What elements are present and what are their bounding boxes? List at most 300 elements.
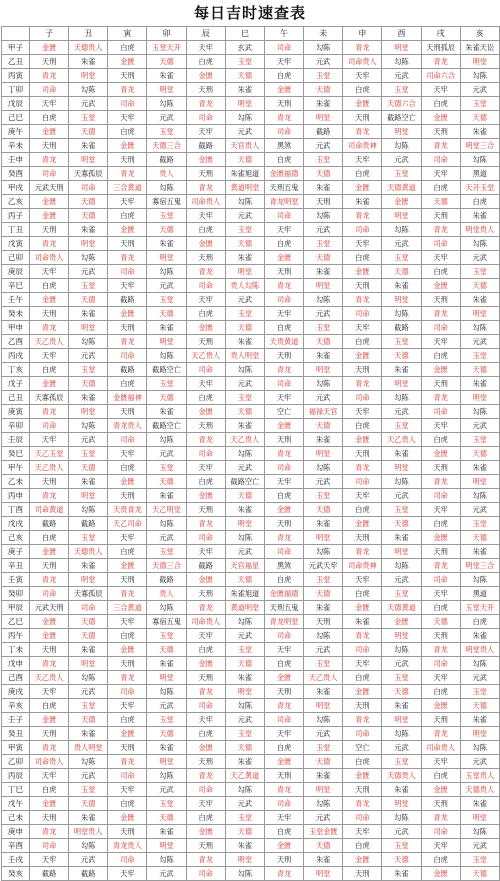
ordinary-cell: 天牢	[343, 237, 382, 251]
ordinary-cell: 白虎	[421, 433, 460, 447]
auspicious-cell: 金匮	[108, 811, 147, 825]
ordinary-cell: 勾陈	[304, 629, 343, 643]
auspicious-cell: 青龙	[30, 489, 69, 503]
auspicious-cell: 司命	[343, 223, 382, 237]
table-row	[2, 685, 500, 699]
auspicious-cell: 司命	[30, 83, 69, 97]
auspicious-cell: 青龙	[421, 55, 460, 69]
ordinary-cell: 白虎	[264, 825, 303, 839]
auspicious-cell: 天德	[69, 209, 108, 223]
auspicious-cell: 玉堂	[147, 293, 186, 307]
ordinary-cell: 元武	[225, 545, 264, 559]
auspicious-cell: 司命	[264, 713, 303, 727]
ordinary-cell: 白虎	[343, 587, 382, 601]
auspicious-cell: 青龙	[186, 601, 225, 615]
ordinary-cell: 朱雀	[69, 391, 108, 405]
auspicious-cell: 天德	[69, 293, 108, 307]
ordinary-cell: 截路空亡	[225, 475, 264, 489]
day-label: 庚午	[2, 125, 30, 139]
header-hour: 戌	[421, 27, 460, 41]
auspicious-cell: 青龙贵人	[108, 419, 147, 433]
ordinary-cell: 勾陈	[460, 825, 499, 839]
ordinary-cell: 天牢	[264, 391, 303, 405]
auspicious-cell: 贵人	[147, 587, 186, 601]
auspicious-cell: 司命	[264, 545, 303, 559]
auspicious-cell: 青龙	[186, 97, 225, 111]
ordinary-cell: 白虎	[108, 629, 147, 643]
ordinary-cell: 天牢	[186, 209, 225, 223]
auspicious-cell: 天乙玉堂	[30, 447, 69, 461]
auspicious-cell: 天德	[304, 335, 343, 349]
ordinary-cell: 元武	[69, 265, 108, 279]
table-row	[2, 209, 500, 223]
auspicious-cell: 明堂	[69, 573, 108, 587]
auspicious-cell: 青龙	[421, 643, 460, 657]
ordinary-cell: 天牢	[343, 405, 382, 419]
day-label: 乙未	[2, 475, 30, 489]
auspicious-cell: 明堂	[460, 811, 499, 825]
table-row	[2, 251, 500, 265]
ordinary-cell: 天牢	[421, 503, 460, 517]
day-label: 己巳	[2, 111, 30, 125]
auspicious-cell: 司命	[343, 727, 382, 741]
ordinary-cell: 朱雀	[147, 405, 186, 419]
ordinary-cell: 朱雀	[69, 475, 108, 489]
ordinary-cell: 勾陈	[304, 545, 343, 559]
auspicious-cell: 天德贵人	[382, 769, 421, 783]
ordinary-cell: 元武	[304, 223, 343, 237]
auspicious-cell: 天德	[225, 321, 264, 335]
ordinary-cell: 元武	[147, 279, 186, 293]
auspicious-cell: 天德	[460, 363, 499, 377]
auspicious-cell: 司命贵人	[343, 55, 382, 69]
ordinary-cell: 勾陈	[147, 769, 186, 783]
auspicious-cell: 天德	[304, 503, 343, 517]
auspicious-cell: 金匮	[421, 447, 460, 461]
auspicious-cell: 司命	[186, 867, 225, 881]
ordinary-cell: 白虎	[421, 601, 460, 615]
ordinary-cell: 天刑孤辰	[421, 41, 460, 55]
auspicious-cell: 玉堂	[460, 517, 499, 531]
ordinary-cell: 天牢	[264, 55, 303, 69]
ordinary-cell: 天刑	[343, 867, 382, 881]
auspicious-cell: 金匮福神	[108, 391, 147, 405]
auspicious-cell: 司命	[30, 587, 69, 601]
day-label: 壬辰	[2, 433, 30, 447]
day-label: 乙亥	[2, 195, 30, 209]
auspicious-cell: 金匮	[108, 475, 147, 489]
auspicious-cell: 玉堂	[304, 153, 343, 167]
ordinary-cell: 元武	[225, 461, 264, 475]
auspicious-cell: 明堂	[460, 475, 499, 489]
auspicious-cell: 玉堂	[382, 587, 421, 601]
table-row	[2, 125, 500, 139]
ordinary-cell: 元武	[304, 55, 343, 69]
table-row	[2, 433, 500, 447]
day-label: 甲午	[2, 461, 30, 475]
auspicious-cell: 天德	[225, 237, 264, 251]
auspicious-cell: 天德	[460, 111, 499, 125]
auspicious-cell: 黄道明堂	[225, 181, 264, 195]
ordinary-cell: 黑道	[460, 587, 499, 601]
ordinary-cell: 天刑	[108, 741, 147, 755]
table-row	[2, 391, 500, 405]
day-label: 丁未	[2, 643, 30, 657]
header-row	[2, 27, 500, 41]
auspicious-cell: 青龙	[421, 727, 460, 741]
auspicious-cell: 玉堂贵人	[460, 769, 499, 783]
ordinary-cell: 天牢	[421, 335, 460, 349]
day-label: 甲子	[2, 41, 30, 55]
day-label: 癸未	[2, 307, 30, 321]
auspicious-cell: 司命	[186, 531, 225, 545]
ordinary-cell: 天刑	[186, 167, 225, 181]
ordinary-cell: 朱雀	[69, 811, 108, 825]
ordinary-cell: 朱雀	[147, 489, 186, 503]
ordinary-cell: 朱雀	[304, 769, 343, 783]
ordinary-cell: 天牢	[30, 433, 69, 447]
table-row	[2, 69, 500, 83]
ordinary-cell: 白虎	[264, 489, 303, 503]
auspicious-cell: 青龙	[30, 657, 69, 671]
auspicious-cell: 青龙	[264, 867, 303, 881]
auspicious-cell: 青龙	[343, 41, 382, 55]
ordinary-cell: 朱雀	[460, 545, 499, 559]
ordinary-cell: 截路	[382, 321, 421, 335]
auspicious-cell: 青龙	[343, 797, 382, 811]
ordinary-cell: 天刑	[30, 307, 69, 321]
auspicious-cell: 金匮	[186, 741, 225, 755]
auspicious-cell: 天德	[147, 811, 186, 825]
ordinary-cell: 天牢	[264, 811, 303, 825]
ordinary-cell: 天刑	[186, 755, 225, 769]
ordinary-cell: 白虎	[186, 643, 225, 657]
ordinary-cell: 白虎	[421, 685, 460, 699]
table-row	[2, 839, 500, 853]
ordinary-cell: 白虎	[108, 713, 147, 727]
ordinary-cell: 天牢	[186, 293, 225, 307]
auspicious-cell: 明堂	[304, 111, 343, 125]
ordinary-cell: 天牢	[108, 279, 147, 293]
auspicious-cell: 金匮	[30, 545, 69, 559]
auspicious-cell: 天德三合	[147, 559, 186, 573]
ordinary-cell: 朱雀	[147, 657, 186, 671]
ordinary-cell: 朱雀	[460, 629, 499, 643]
ordinary-cell: 勾陈	[382, 391, 421, 405]
ordinary-cell: 勾陈	[147, 433, 186, 447]
ordinary-cell: 天刑	[264, 433, 303, 447]
auspicious-cell: 金匮	[186, 321, 225, 335]
day-label: 丁巳	[2, 783, 30, 797]
ordinary-cell: 天牢	[264, 727, 303, 741]
ordinary-cell: 朱雀	[69, 223, 108, 237]
day-label: 癸丑	[2, 727, 30, 741]
auspicious-cell: 玉堂	[69, 447, 108, 461]
auspicious-cell: 司命	[264, 293, 303, 307]
table-row	[2, 573, 500, 587]
auspicious-cell: 司命	[343, 391, 382, 405]
auspicious-cell: 明堂	[147, 251, 186, 265]
ordinary-cell: 勾陈	[460, 573, 499, 587]
auspicious-cell: 玉堂	[69, 279, 108, 293]
auspicious-cell: 金匮	[343, 517, 382, 531]
auspicious-cell: 天德	[421, 615, 460, 629]
header-hour: 酉	[382, 27, 421, 41]
ordinary-cell: 天刑	[421, 377, 460, 391]
ordinary-cell: 黑煞	[264, 139, 303, 153]
auspicious-cell: 福禄天官	[304, 405, 343, 419]
auspicious-cell: 天德	[147, 391, 186, 405]
ordinary-cell: 天寡孤辰	[69, 167, 108, 181]
ordinary-cell: 元武	[460, 251, 499, 265]
auspicious-cell: 玉堂	[460, 433, 499, 447]
ordinary-cell: 元武	[69, 97, 108, 111]
ordinary-cell: 截路	[69, 517, 108, 531]
ordinary-cell: 白虎	[421, 517, 460, 531]
ordinary-cell: 勾陈	[304, 797, 343, 811]
day-label: 壬戌	[2, 853, 30, 867]
ordinary-cell: 元武	[304, 139, 343, 153]
auspicious-cell: 青龙	[343, 209, 382, 223]
ordinary-cell: 天牢	[186, 377, 225, 391]
table-row	[2, 671, 500, 685]
ordinary-cell: 白虎	[30, 531, 69, 545]
auspicious-cell: 天乙贵人	[30, 335, 69, 349]
ordinary-cell: 黑煞	[264, 559, 303, 573]
ordinary-cell: 白虎	[108, 125, 147, 139]
ordinary-cell: 朱雀	[304, 685, 343, 699]
ordinary-cell: 勾陈	[304, 41, 343, 55]
ordinary-cell: 勾陈	[304, 293, 343, 307]
ordinary-cell: 天牢	[30, 685, 69, 699]
ordinary-cell: 天刑	[186, 251, 225, 265]
ordinary-cell: 截路	[30, 867, 69, 881]
ordinary-cell: 元武	[304, 475, 343, 489]
auspicious-cell: 司命	[264, 377, 303, 391]
auspicious-cell: 司命贵人	[30, 755, 69, 769]
ordinary-cell: 白虎	[343, 167, 382, 181]
auspicious-cell: 青龙	[264, 531, 303, 545]
ordinary-cell: 天牢	[264, 307, 303, 321]
day-label: 辛未	[2, 139, 30, 153]
ordinary-cell: 天刑	[264, 769, 303, 783]
auspicious-cell: 天乙贵人	[225, 433, 264, 447]
ordinary-cell: 元武	[382, 153, 421, 167]
ordinary-cell: 天牢	[108, 195, 147, 209]
ordinary-cell: 元武	[147, 867, 186, 881]
auspicious-cell: 司命	[264, 41, 303, 55]
auspicious-cell: 司命	[30, 839, 69, 853]
day-label: 庚子	[2, 545, 30, 559]
auspicious-cell: 天德	[69, 195, 108, 209]
ordinary-cell: 天牢	[264, 475, 303, 489]
auspicious-cell: 贵人明堂	[225, 349, 264, 363]
auspicious-cell: 金匮	[108, 727, 147, 741]
ordinary-cell: 白虎	[460, 615, 499, 629]
ordinary-cell: 截路	[108, 363, 147, 377]
auspicious-cell: 金匮	[421, 363, 460, 377]
ordinary-cell: 朱雀	[382, 363, 421, 377]
ordinary-cell: 天牢	[421, 755, 460, 769]
table-row	[2, 167, 500, 181]
ordinary-cell: 白虎	[421, 853, 460, 867]
auspicious-cell: 玉堂	[382, 839, 421, 853]
auspicious-cell: 天德	[69, 615, 108, 629]
ordinary-cell: 勾陈	[382, 139, 421, 153]
auspicious-cell: 司命	[421, 489, 460, 503]
ordinary-cell: 天刑	[421, 797, 460, 811]
header-hour: 子	[30, 27, 69, 41]
auspicious-cell: 司命	[421, 321, 460, 335]
auspicious-cell: 司命贵人	[30, 251, 69, 265]
auspicious-cell: 金匮	[264, 83, 303, 97]
ordinary-cell: 勾陈	[460, 69, 499, 83]
ordinary-cell: 元武	[225, 125, 264, 139]
auspicious-cell: 玉堂天开	[460, 601, 499, 615]
ordinary-cell: 勾陈	[147, 181, 186, 195]
auspicious-cell: 玉堂	[147, 713, 186, 727]
ordinary-cell: 勾陈	[382, 559, 421, 573]
table-row	[2, 503, 500, 517]
auspicious-cell: 天德	[225, 573, 264, 587]
auspicious-cell: 天德	[69, 125, 108, 139]
auspicious-cell: 金匮	[186, 237, 225, 251]
ordinary-cell: 朱雀	[304, 181, 343, 195]
auspicious-cell: 金匮	[186, 489, 225, 503]
ordinary-cell: 截路	[30, 517, 69, 531]
auspicious-cell: 青龙	[264, 783, 303, 797]
ordinary-cell: 元武	[304, 727, 343, 741]
auspicious-cell: 玉堂	[147, 629, 186, 643]
ordinary-cell: 朱雀	[304, 853, 343, 867]
ordinary-cell: 空亡	[264, 405, 303, 419]
ordinary-cell: 白虎	[343, 83, 382, 97]
ordinary-cell: 天刑	[108, 69, 147, 83]
ordinary-cell: 天牢	[343, 153, 382, 167]
auspicious-cell: 青龙	[30, 69, 69, 83]
auspicious-cell: 明堂	[382, 545, 421, 559]
day-label: 癸亥	[2, 867, 30, 881]
day-label: 戊申	[2, 657, 30, 671]
ordinary-cell: 天牢	[343, 321, 382, 335]
auspicious-cell: 司命	[108, 853, 147, 867]
auspicious-cell: 天德	[304, 167, 343, 181]
day-label: 辛丑	[2, 559, 30, 573]
ordinary-cell: 天牢	[186, 545, 225, 559]
auspicious-cell: 玉堂	[147, 125, 186, 139]
day-label: 丙寅	[2, 69, 30, 83]
ordinary-cell: 白虎	[421, 769, 460, 783]
auspicious-cell: 青龙	[108, 671, 147, 685]
auspicious-cell: 金匮	[382, 615, 421, 629]
ordinary-cell: 天牢	[30, 769, 69, 783]
ordinary-cell: 勾陈	[147, 853, 186, 867]
ordinary-cell: 天刑	[30, 643, 69, 657]
ordinary-cell: 朱雀	[304, 433, 343, 447]
auspicious-cell: 明堂	[460, 391, 499, 405]
auspicious-cell: 青龙	[264, 279, 303, 293]
table-row	[2, 363, 500, 377]
ordinary-cell: 天刑	[108, 153, 147, 167]
auspicious-cell: 青龙	[421, 223, 460, 237]
auspicious-cell: 明堂	[69, 237, 108, 251]
day-label: 丙戌	[2, 349, 30, 363]
auspicious-cell: 明堂	[225, 517, 264, 531]
auspicious-cell: 金匮	[186, 573, 225, 587]
header-hour: 寅	[108, 27, 147, 41]
auspicious-cell: 天德	[382, 685, 421, 699]
auspicious-cell: 玉堂	[225, 223, 264, 237]
day-label: 戊辰	[2, 97, 30, 111]
ordinary-cell: 天刑	[30, 475, 69, 489]
table-row	[2, 83, 500, 97]
auspicious-cell: 贵人勾陈	[225, 279, 264, 293]
auspicious-cell: 金匮	[30, 41, 69, 55]
ordinary-cell: 元武	[382, 405, 421, 419]
auspicious-cell: 天德	[225, 741, 264, 755]
day-label: 乙酉	[2, 335, 30, 349]
auspicious-cell: 天德	[69, 461, 108, 475]
ordinary-cell: 元武	[147, 447, 186, 461]
ordinary-cell: 天牢	[186, 41, 225, 55]
ordinary-cell: 朱雀	[304, 97, 343, 111]
ordinary-cell: 朱雀	[225, 419, 264, 433]
ordinary-cell: 勾陈	[304, 461, 343, 475]
table-row	[2, 783, 500, 797]
ordinary-cell: 白虎	[108, 797, 147, 811]
ordinary-cell: 勾陈	[69, 839, 108, 853]
ordinary-cell: 元武	[382, 741, 421, 755]
day-label: 戊午	[2, 797, 30, 811]
auspicious-cell: 明堂	[225, 97, 264, 111]
day-label: 辛亥	[2, 699, 30, 713]
auspicious-cell: 金匮	[108, 139, 147, 153]
auspicious-cell: 天德	[304, 839, 343, 853]
day-label: 己亥	[2, 531, 30, 545]
day-label: 丁亥	[2, 363, 30, 377]
ordinary-cell: 朱雀	[304, 265, 343, 279]
day-label: 甲寅	[2, 741, 30, 755]
auspicious-cell: 玉堂	[304, 657, 343, 671]
auspicious-cell: 金匮	[108, 223, 147, 237]
auspicious-cell: 金匮	[30, 293, 69, 307]
ordinary-cell: 勾陈	[382, 727, 421, 741]
auspicious-cell: 明堂	[382, 629, 421, 643]
auspicious-cell: 天德	[147, 643, 186, 657]
table-row	[2, 853, 500, 867]
auspicious-cell: 金匮	[343, 853, 382, 867]
day-label: 己卯	[2, 251, 30, 265]
day-label: 辛酉	[2, 839, 30, 853]
auspicious-cell: 天开玉堂	[460, 181, 499, 195]
ordinary-cell: 白虎	[30, 363, 69, 377]
table-row	[2, 643, 500, 657]
table-row	[2, 489, 500, 503]
ordinary-cell: 勾陈	[147, 265, 186, 279]
ordinary-cell: 截路	[147, 153, 186, 167]
ordinary-cell: 白虎	[343, 839, 382, 853]
ordinary-cell: 天刑	[186, 419, 225, 433]
ordinary-cell: 朱雀	[460, 377, 499, 391]
auspicious-cell: 天德	[225, 657, 264, 671]
auspicious-cell: 天官福星	[225, 559, 264, 573]
day-label: 丁丑	[2, 223, 30, 237]
auspicious-cell: 青龙	[421, 811, 460, 825]
auspicious-cell: 天乙贵人	[30, 671, 69, 685]
day-label: 癸卯	[2, 587, 30, 601]
ordinary-cell: 元武	[69, 853, 108, 867]
ordinary-cell: 天刑	[264, 265, 303, 279]
